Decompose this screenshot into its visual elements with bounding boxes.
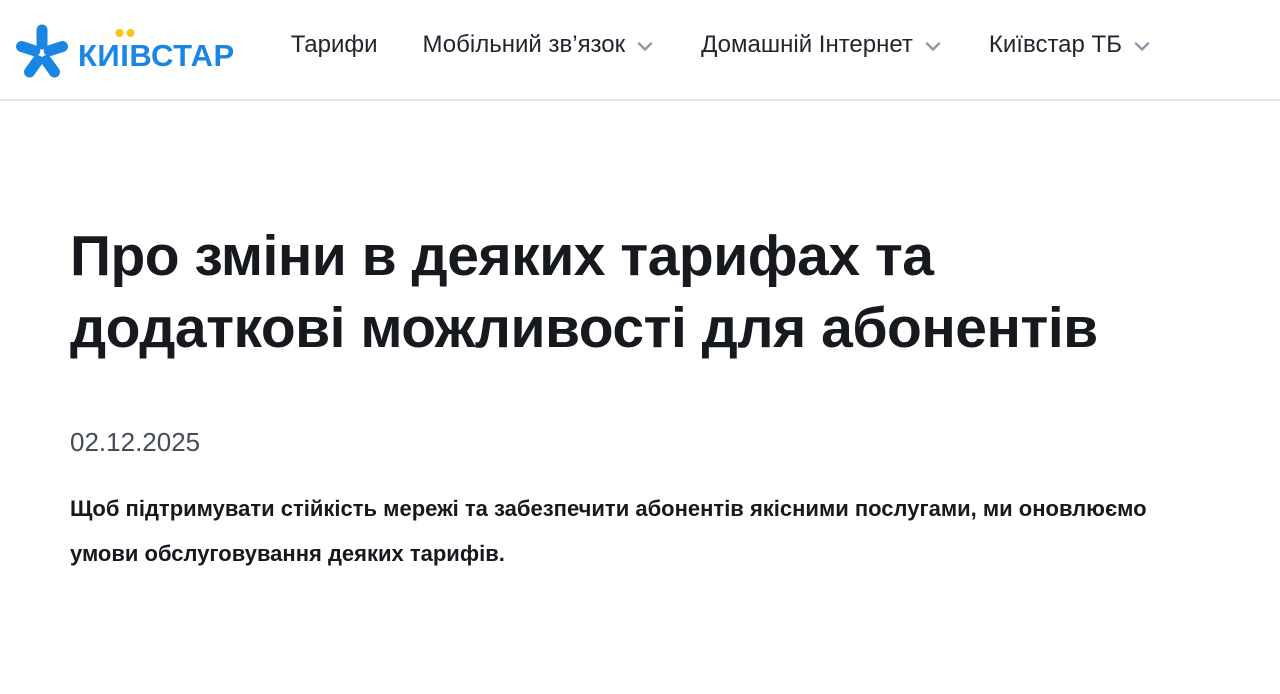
wordmark-prefix: КИ (78, 38, 121, 73)
main-nav (291, 31, 1153, 69)
article (0, 101, 1280, 576)
site-header (0, 0, 1280, 101)
chevron-down-icon (634, 35, 656, 57)
wordmark-suffix: ВСТАР (129, 38, 235, 73)
yellow-dots-icon (115, 29, 134, 37)
article-lead: Щоб підтримувати стійкість мережі та забезпечити абонентів якісними послугами, ми оновлюємо умови обслуговування деяких тарифів. (70, 495, 1147, 566)
nav-item-kyivstar-tv[interactable]: Київстар ТБ (989, 31, 1153, 59)
chevron-down-icon (922, 35, 944, 57)
kyivstar-wordmark (78, 28, 235, 71)
kyivstar-star-icon (10, 17, 74, 83)
nav-item-home-internet[interactable]: Домашній Інтернет (701, 31, 944, 59)
kyivstar-logo[interactable] (10, 17, 235, 83)
wordmark-yi-letter: І (120, 40, 129, 71)
nav-item-tariffs[interactable]: Тарифи (290, 30, 378, 58)
nav-item-mobile[interactable]: Мобільний зв’язок (423, 31, 657, 59)
article-date: 02.12.2025 (70, 426, 201, 457)
page-title: Про зміни в деяких тарифах та додаткові можливості для абонентів (70, 224, 1098, 360)
chevron-down-icon (1131, 35, 1153, 57)
